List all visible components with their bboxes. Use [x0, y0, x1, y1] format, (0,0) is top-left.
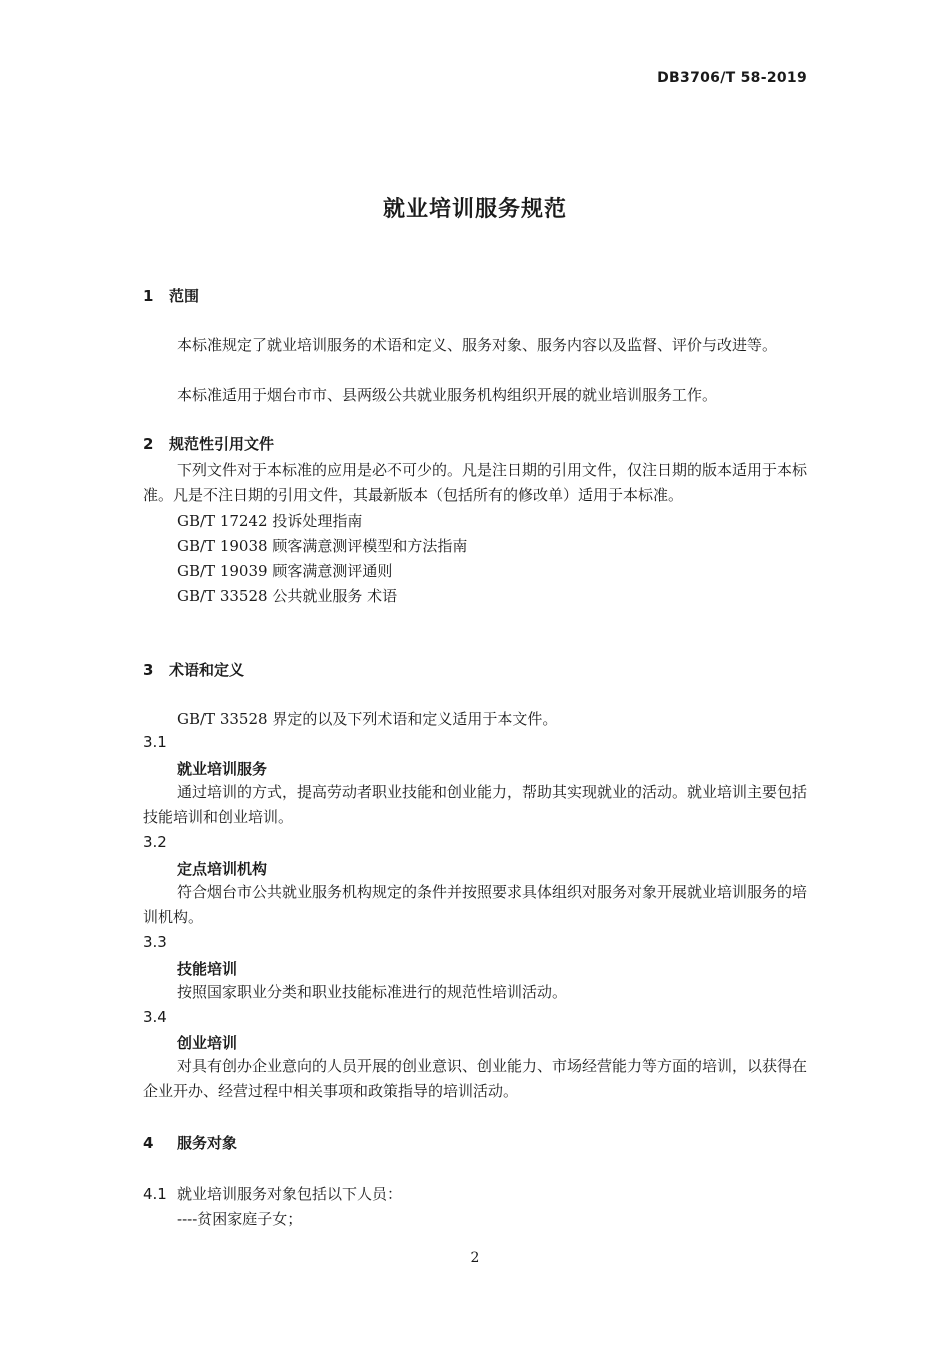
- document-code: DB3706/T 58-2019: [657, 70, 807, 86]
- reference-item: GB/T 17242 投诉处理指南: [177, 512, 363, 530]
- term-number: 3.4: [143, 1008, 167, 1026]
- section-heading-service-objects: [143, 1132, 237, 1153]
- section-number: 3: [143, 661, 154, 679]
- clause-line: [143, 1183, 402, 1204]
- reference-item: GB/T 19038 顾客满意测评模型和方法指南: [177, 537, 468, 555]
- section-number: 1: [143, 287, 154, 305]
- term-number: 3.2: [143, 833, 167, 851]
- term-name: 技能培训: [177, 960, 238, 978]
- term-number: 3.3: [143, 933, 167, 951]
- term-name: 定点培训机构: [177, 860, 268, 878]
- term-definition: 符合烟台市公共就业服务机构规定的条件并按照要求具体组织对服务对象开展就业培训服务的培训机构。: [143, 883, 808, 926]
- section-title: 术语和定义: [169, 661, 245, 679]
- reference-item: GB/T 19039 顾客满意测评通则: [177, 562, 393, 580]
- term-name: 就业培训服务: [177, 760, 268, 778]
- section-number: 2: [143, 435, 154, 453]
- clause-number: 4.1: [143, 1185, 167, 1203]
- section-title: 规范性引用文件: [169, 435, 275, 453]
- page-number: 2: [470, 1250, 480, 1266]
- paragraph: 本标准适用于烟台市市、县两级公共就业服务机构组织开展的就业培训服务工作。: [177, 386, 718, 404]
- term-definition: 通过培训的方式，提高劳动者职业技能和创业能力，帮助其实现就业的活动。就业培训主要包括技能培训和创业培训。: [143, 783, 808, 826]
- section-heading-scope: [143, 285, 199, 306]
- list-item: ----贫困家庭子女；: [177, 1210, 303, 1228]
- section-heading-terms: [143, 659, 244, 680]
- paragraph: 本标准规定了就业培训服务的术语和定义、服务对象、服务内容以及监督、评价与改进等。: [177, 336, 778, 354]
- term-number: 3.1: [143, 733, 167, 751]
- section-heading-normative-references: [143, 433, 274, 454]
- paragraph: GB/T 33528 界定的以及下列术语和定义适用于本文件。: [177, 710, 558, 728]
- section-number: 4: [143, 1134, 154, 1152]
- term-name: 创业培训: [177, 1034, 238, 1052]
- paragraph: 下列文件对于本标准的应用是必不可少的。凡是注日期的引用文件，仅注日期的版本适用于本标准。凡是不注日期的引用文件，其最新版本（包括所有的修改单）适用于本标准。: [143, 461, 808, 504]
- term-definition: 按照国家职业分类和职业技能标准进行的规范性培训活动。: [177, 983, 568, 1001]
- clause-text: 就业培训服务对象包括以下人员：: [177, 1185, 403, 1203]
- document-title: 就业培训服务规范: [382, 197, 567, 222]
- term-definition: 对具有创办企业意向的人员开展的创业意识、创业能力、市场经营能力等方面的培训，以获得在企业开办、经营过程中相关事项和政策指导的培训活动。: [143, 1057, 808, 1100]
- reference-item: GB/T 33528 公共就业服务 术语: [177, 587, 398, 605]
- section-title: 范围: [169, 287, 200, 305]
- section-title: 服务对象: [177, 1134, 238, 1152]
